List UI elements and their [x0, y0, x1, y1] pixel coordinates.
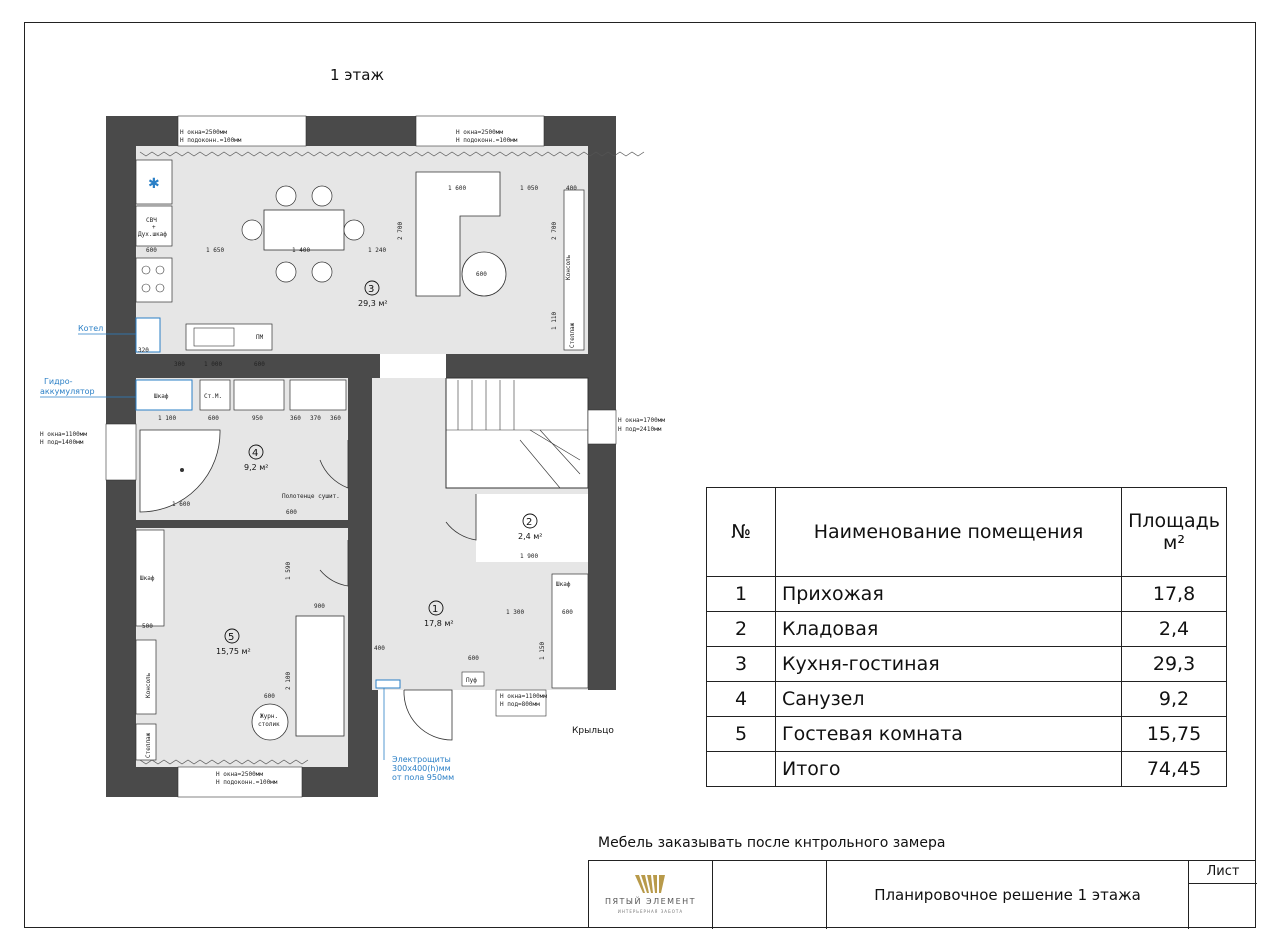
electro-callout-1: Электрощиты [392, 755, 451, 764]
window-note-top-left-1: Н окна=2500мм [180, 129, 227, 136]
room-2-number: 2 [526, 517, 533, 528]
dim-400-hall: 400 [374, 645, 385, 652]
vanity [234, 380, 284, 410]
sink [194, 328, 234, 346]
electro-panel [376, 680, 400, 688]
hob [136, 258, 172, 302]
floor-title: 1 этаж [330, 66, 384, 84]
chair [312, 262, 332, 282]
logo-name: ПЯТЫЙ ЭЛЕМЕНТ [604, 897, 697, 906]
zhur-label-1: Журн. [260, 713, 279, 720]
table-row [707, 647, 1227, 682]
table-row [707, 717, 1227, 752]
dim-1300: 1 300 [506, 609, 525, 616]
table-row [707, 612, 1227, 647]
row-area: 29,3 [1122, 647, 1227, 682]
pouf-label: Пуф [466, 677, 477, 684]
chair [344, 220, 364, 240]
logo-cell [589, 861, 713, 929]
window-right-note-1: Н окна=1700мм [618, 417, 665, 424]
snowflake-icon: ✱ [148, 176, 160, 192]
kotel-callout: Котел [78, 324, 104, 333]
dim-370: 370 [310, 415, 321, 422]
electro-callout-3: от пола 950мм [392, 773, 455, 782]
col-area-header [1122, 488, 1227, 577]
dim-950: 950 [252, 415, 263, 422]
dim-1240: 1 240 [368, 247, 387, 254]
bath-drain [180, 468, 184, 472]
guest-sofa [296, 616, 344, 736]
dim-1590: 1 590 [285, 561, 292, 580]
room-3-floor [136, 146, 588, 354]
shkaf-label-hall: Шкаф [556, 581, 571, 588]
window-note-entry-1: Н окна=1100мм [500, 693, 547, 700]
window-left-note-2: Н под=1400мм [40, 439, 84, 446]
logo-subtitle: ИНТЕРЬЕРНАЯ ЗАБОТА [617, 909, 684, 914]
dim-2100: 2 100 [285, 671, 292, 690]
room-1-number: 1 [432, 604, 439, 615]
window-right [588, 410, 616, 444]
dim-320: 320 [138, 347, 149, 354]
chair [276, 262, 296, 282]
row-num: 1 [707, 577, 776, 612]
dim-600-oven: 600 [146, 247, 157, 254]
electro-callout-2: 300х400(h)мм [392, 764, 451, 773]
window-left-note-1: Н окна=1100мм [40, 431, 87, 438]
window-right-note-2: Н под=2410мм [618, 426, 662, 433]
shkaf-label-guest: Шкаф [140, 575, 155, 582]
room-3-area: 29,3 м² [358, 299, 388, 308]
dim-1050: 1 050 [520, 185, 539, 192]
row-name: Гостевая комната [776, 717, 1122, 752]
row-num: 4 [707, 682, 776, 717]
col-name-header: Наименование помещения [776, 488, 1122, 577]
dim-1150: 1 150 [539, 641, 546, 660]
sheet-title: Планировочное решение 1 этажа [827, 861, 1189, 929]
inner-wall-gap [380, 354, 446, 378]
table-row [707, 577, 1227, 612]
dim-360-b: 360 [330, 415, 341, 422]
dim-1600-bath: 1 600 [172, 501, 191, 508]
hall-wardrobe [552, 574, 588, 688]
row-name: Кладовая [776, 612, 1122, 647]
dim-300: 300 [174, 361, 185, 368]
rooms-table-header [707, 488, 1227, 577]
svch-label-1: СВЧ [146, 217, 157, 224]
dim-2700-b: 2 700 [551, 221, 558, 240]
pm-label: ПМ [256, 334, 264, 341]
room-3-number: 3 [368, 284, 375, 295]
stm-label: Ст.М. [204, 393, 223, 400]
dining-table [264, 210, 344, 250]
dim-1000: 1 000 [204, 361, 223, 368]
dim-600-sink: 600 [254, 361, 265, 368]
row-num: 3 [707, 647, 776, 682]
table-row-total [707, 752, 1227, 787]
dim-600-table: 600 [476, 271, 487, 278]
row-name: Итого [776, 752, 1122, 787]
row-name: Прихожая [776, 577, 1122, 612]
row-name: Кухня-гостиная [776, 647, 1122, 682]
row-area: 9,2 [1122, 682, 1227, 717]
room-2-area: 2,4 м² [518, 532, 543, 541]
col-num-header: № [707, 488, 776, 577]
toilet-area [290, 380, 346, 410]
title-block [588, 860, 1256, 928]
svch-label-3: Дух.шкаф [138, 231, 167, 238]
stellazh-label-guest: Стеллаж [145, 732, 152, 758]
stair-area [446, 378, 588, 488]
chair [276, 186, 296, 206]
dim-900: 900 [314, 603, 325, 610]
blank-cell [713, 861, 827, 929]
rooms-table [706, 487, 1227, 787]
room-4-area: 9,2 м² [244, 463, 269, 472]
row-area: 74,45 [1122, 752, 1227, 787]
dim-600-stm: 600 [208, 415, 219, 422]
dim-600-guest: 600 [264, 693, 275, 700]
room-1-area: 17,8 м² [424, 619, 454, 628]
row-num [707, 752, 776, 787]
window-note-entry-2: Н под=800мм [500, 701, 540, 708]
col-area-header-1: Площадь [1128, 510, 1220, 532]
gidro-callout-2: аккумулятор [40, 387, 95, 396]
dim-1650: 1 650 [206, 247, 225, 254]
window-note-bottom-1: Н окна=2500мм [216, 771, 263, 778]
konsol-label: Консоль [565, 254, 572, 280]
dim-600-pouf: 600 [468, 655, 479, 662]
window-note-bottom-2: Н подоконн.=100мм [216, 779, 278, 786]
room-4-number: 4 [252, 448, 259, 459]
sheet-label: Лист [1189, 861, 1257, 884]
furniture-note: Мебель заказывать после кнтрольного замера [598, 835, 946, 851]
col-area-header-2: м² [1163, 532, 1185, 554]
dim-1400: 1 400 [292, 247, 311, 254]
row-area: 2,4 [1122, 612, 1227, 647]
dim-2700-a: 2 700 [397, 221, 404, 240]
logo-icon [633, 873, 667, 895]
row-num: 5 [707, 717, 776, 752]
dim-1100: 1 100 [158, 415, 177, 422]
svch-label-2: + [152, 224, 156, 231]
dim-400: 400 [566, 185, 577, 192]
shkaf-label-bath: Шкаф [154, 393, 169, 400]
window-left [106, 424, 136, 480]
stellazh-label: Стеллаж [569, 322, 576, 348]
dim-1600: 1 600 [448, 185, 467, 192]
dim-1110: 1 110 [551, 311, 558, 330]
row-area: 17,8 [1122, 577, 1227, 612]
dim-600-hall: 600 [562, 609, 573, 616]
room-5-number: 5 [228, 632, 235, 643]
room-5-area: 15,75 м² [216, 647, 251, 656]
sheet-cell [1189, 861, 1257, 929]
window-note-top-right-1: Н окна=2500мм [456, 129, 503, 136]
gidro-callout-1: Гидро- [44, 377, 73, 386]
row-area: 15,75 [1122, 717, 1227, 752]
row-num: 2 [707, 612, 776, 647]
dim-500: 500 [142, 623, 153, 630]
dim-360-a: 360 [290, 415, 301, 422]
chair [312, 186, 332, 206]
window-note-top-right-2: Н подоконн.=100мм [456, 137, 518, 144]
polot-label: Полотенце сушит. [282, 493, 340, 500]
dim-1900: 1 900 [520, 553, 539, 560]
dim-600-polot: 600 [286, 509, 297, 516]
porch-label: Крыльцо [572, 726, 614, 736]
zhur-label-2: столик [258, 721, 280, 728]
table-row [707, 682, 1227, 717]
row-name: Санузел [776, 682, 1122, 717]
chair [242, 220, 262, 240]
window-note-top-left-2: Н подоконн.=100мм [180, 137, 242, 144]
konsol-label-guest: Консоль [145, 672, 152, 698]
